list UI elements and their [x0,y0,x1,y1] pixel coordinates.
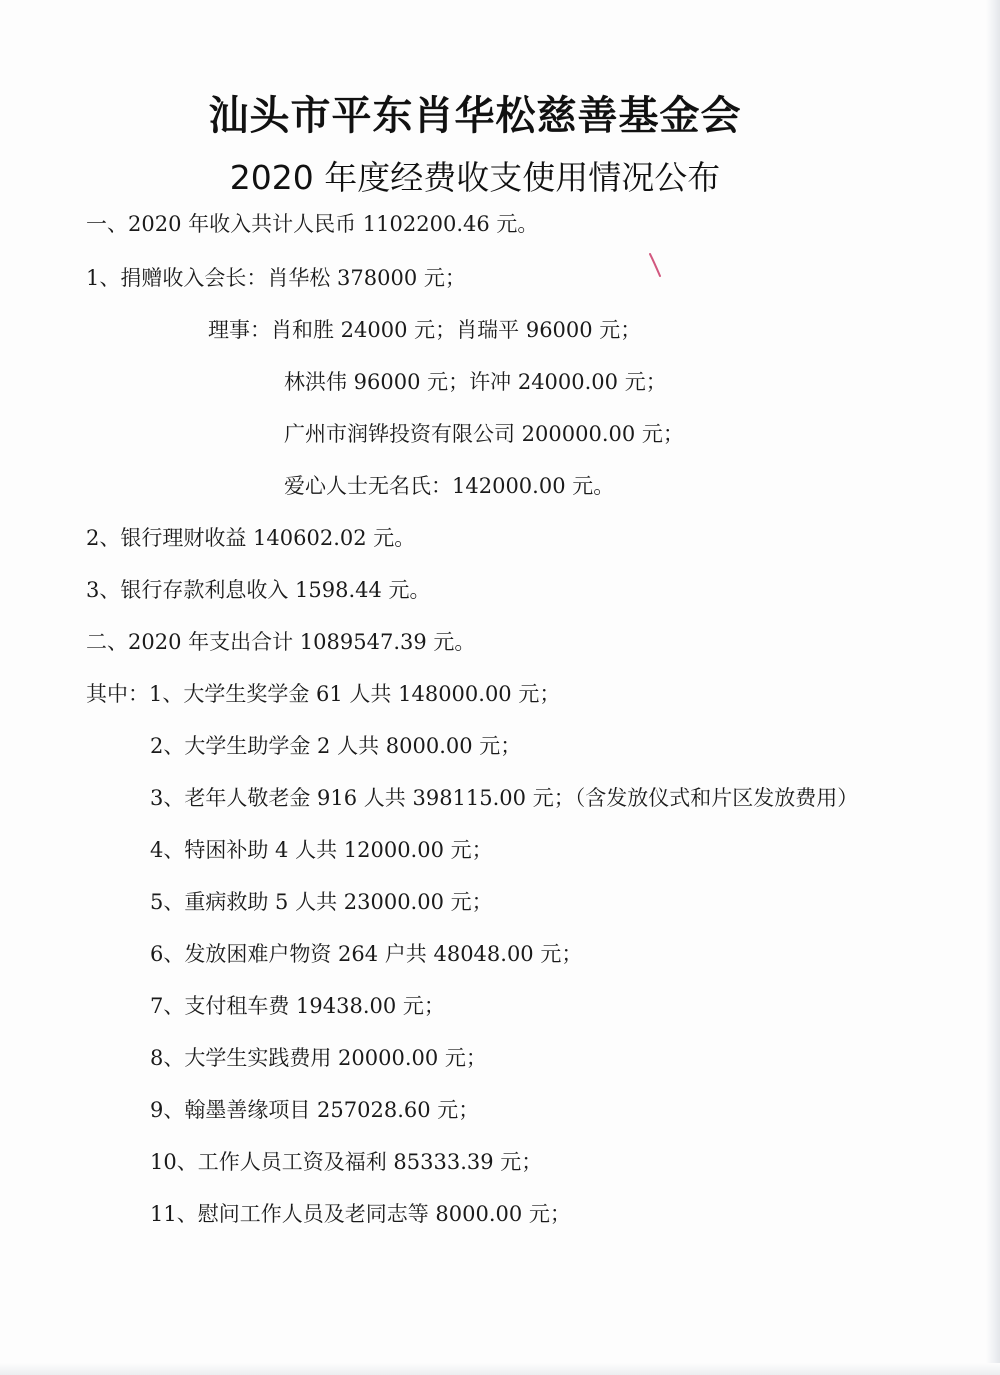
document-subtitle: 2020 年度经费收支使用情况公布 [229,158,721,197]
expense-item: 4、特困补助 4 人共 12000.00 元； [150,838,493,862]
bank-wealth-line: 2、银行理财收益 140602.02 元。 [86,526,416,550]
bank-interest-line: 3、银行存款利息收入 1598.44 元。 [86,578,431,602]
scan-edge-shadow-bottom [0,1363,1000,1375]
expense-item: 10、工作人员工资及福利 85333.39 元； [150,1150,543,1174]
expense-item: 6、发放困难户物资 264 户共 48048.00 元； [150,942,583,966]
donation-chair-line: 1、捐赠收入会长：肖华松 378000 元； [86,266,466,290]
expense-item: 3、老年人敬老金 916 人共 398115.00 元；（含发放仪式和片区发放费用） [150,786,859,810]
donation-anonymous-line: 爱心人士无名氏：142000.00 元。 [284,474,615,498]
scan-edge-shadow [986,0,1000,1375]
document-title: 汕头市平东肖华松慈善基金会 [208,93,742,139]
expense-item: 5、重病救助 5 人共 23000.00 元； [150,890,493,914]
donation-company-line: 广州市润铧投资有限公司 200000.00 元； [284,422,684,446]
pen-mark [648,252,662,278]
expense-heading: 二、2020 年支出合计 1089547.39 元。 [86,630,476,654]
expense-item: 7、支付租车费 19438.00 元； [150,994,445,1018]
expense-item: 2、大学生助学金 2 人共 8000.00 元； [150,734,522,758]
expense-item: 其中：1、大学生奖学金 61 人共 148000.00 元； [86,682,561,706]
donation-directors-line-2: 林洪伟 96000 元；许冲 24000.00 元； [284,370,667,394]
expense-item: 8、大学生实践费用 20000.00 元； [150,1046,487,1070]
expense-item: 11、慰问工作人员及老同志等 8000.00 元； [150,1202,571,1226]
expense-item: 9、翰墨善缘项目 257028.60 元； [150,1098,480,1122]
income-heading: 一、2020 年收入共计人民币 1102200.46 元。 [86,212,539,236]
donation-directors-line-1: 理事：肖和胜 24000 元；肖瑞平 96000 元； [208,318,642,342]
